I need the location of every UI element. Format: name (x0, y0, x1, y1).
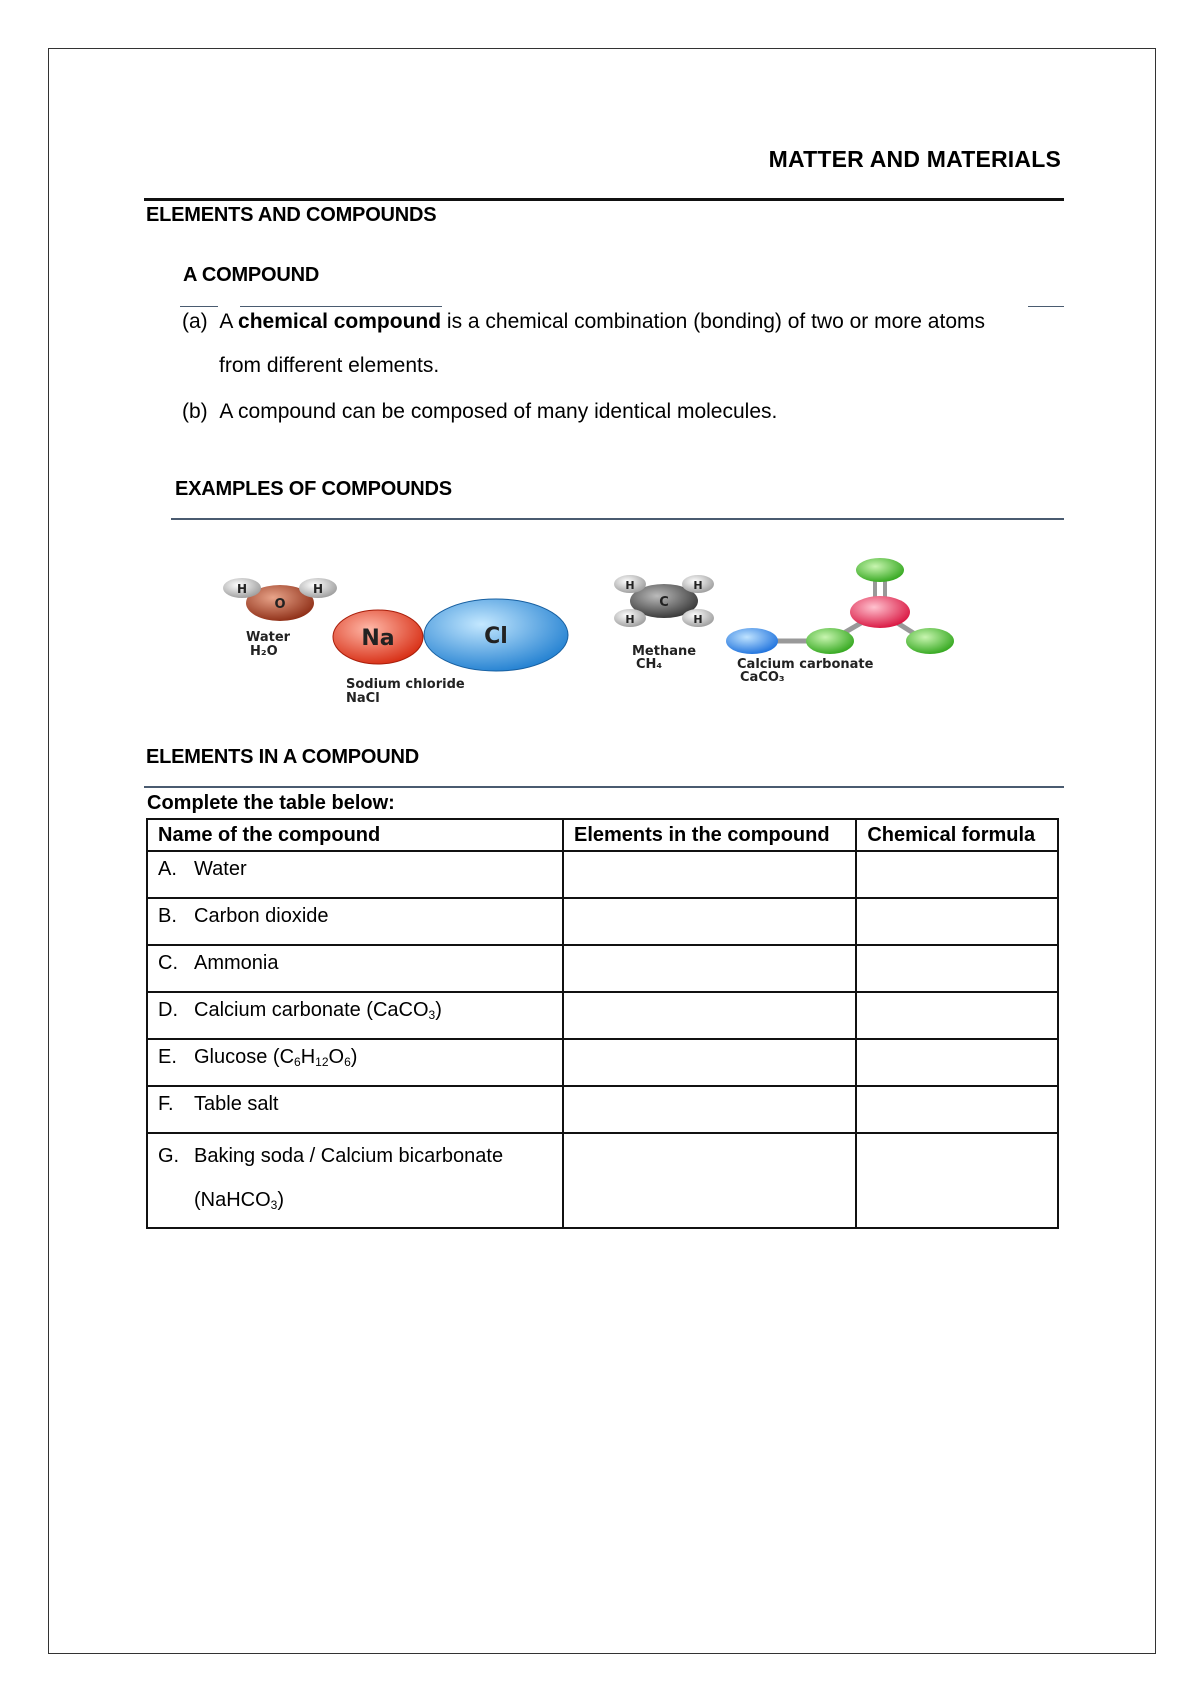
formula-answer-cell[interactable] (856, 1039, 1058, 1086)
row-label: C. (158, 952, 178, 974)
definition-term: chemical compound (238, 310, 442, 333)
definition-a-continued: from different elements. (219, 354, 440, 377)
table-row (147, 1039, 1058, 1086)
table-row (147, 898, 1058, 945)
definition-a (182, 310, 985, 334)
definition-b-text: A compound can be composed of many identical molecules. (219, 400, 778, 423)
table-row (147, 1086, 1058, 1133)
compound-name-cell (147, 898, 563, 945)
formula-element: O (328, 1046, 345, 1068)
page-header-title: MATTER AND MATERIALS (768, 146, 1061, 172)
methane-hydrogen-label: H (625, 579, 635, 592)
item-label: (b) (182, 400, 208, 423)
sodium-chloride-molecule (333, 599, 568, 706)
water-hydrogen-label: H (236, 582, 248, 596)
compound-name: Table salt (194, 1093, 279, 1115)
formula-subscript: 12 (315, 1055, 329, 1069)
column-header-name: Name of the compound (147, 819, 563, 851)
compound-name-line2-text: (NaHCO (194, 1189, 271, 1211)
methane-hydrogen-label: H (625, 613, 635, 626)
formula-subscript: 6 (294, 1055, 301, 1069)
formula-answer-cell[interactable] (856, 1133, 1058, 1228)
section-rule (144, 786, 1064, 788)
molecule-illustrations (200, 555, 980, 725)
formula-subscript: 6 (344, 1055, 351, 1069)
section-title-a-compound: A COMPOUND (183, 264, 320, 286)
chlorine-atom-label: Cl (484, 624, 508, 649)
underline-mark (240, 306, 442, 307)
methane-hydrogen-label: H (693, 613, 703, 626)
water-formula: H₂O (250, 644, 278, 659)
compound-table (146, 818, 1059, 1229)
methane-hydrogen-label: H (693, 579, 703, 592)
methane-carbon-label: C (659, 595, 669, 610)
section-title-elements-in-compound: ELEMENTS IN A COMPOUND (146, 746, 420, 768)
section-title-examples: EXAMPLES OF COMPOUNDS (175, 478, 452, 500)
sodium-chloride-name: Sodium chloride (346, 677, 465, 692)
water-hydrogen-label: H (312, 582, 324, 596)
methane-name: Methane (632, 644, 697, 659)
water-name: Water (246, 630, 291, 645)
formula-element: H (300, 1046, 316, 1068)
calcium-carbonate-name: Calcium carbonate (737, 657, 874, 672)
compound-name-line2 (158, 1178, 284, 1227)
sodium-chloride-formula: NaCl (346, 691, 380, 706)
elements-answer-cell[interactable] (563, 851, 856, 898)
row-label: D. (158, 999, 178, 1021)
formula-answer-cell[interactable] (856, 945, 1058, 992)
compound-name: Carbon dioxide (194, 905, 329, 927)
definition-post: is a chemical combination (bonding) of two or more atoms (441, 310, 985, 333)
calcium-carbonate-formula: CaCO₃ (740, 670, 785, 685)
underline-mark (180, 306, 218, 307)
elements-answer-cell[interactable] (563, 1039, 856, 1086)
compound-name-cell (147, 1133, 563, 1228)
section-title-elements-and-compounds: ELEMENTS AND COMPOUNDS (146, 204, 437, 226)
methane-molecule (614, 575, 714, 672)
calcium-carbonate-molecule (726, 558, 954, 685)
compound-name-cell (147, 851, 563, 898)
row-label: G. (158, 1145, 180, 1167)
compound-name-cell (147, 1086, 563, 1133)
table-row (147, 945, 1058, 992)
compound-name-cell (147, 1039, 563, 1086)
elements-answer-cell[interactable] (563, 992, 856, 1039)
table-instruction: Complete the table below: (147, 792, 395, 814)
compound-name-tail: ) (435, 999, 442, 1021)
definition-pre: A (219, 310, 239, 333)
formula-subscript: 3 (270, 1198, 278, 1212)
compound-name-cell (147, 992, 563, 1039)
elements-answer-cell[interactable] (563, 898, 856, 945)
compound-name: Baking soda / Calcium bicarbonate (194, 1145, 504, 1167)
formula-answer-cell[interactable] (856, 898, 1058, 945)
table-row (147, 992, 1058, 1039)
sodium-atom-label: Na (361, 626, 395, 651)
item-label: (a) (182, 310, 208, 333)
column-header-formula: Chemical formula (856, 819, 1058, 851)
definition-b (182, 400, 777, 424)
table-row (147, 1133, 1058, 1228)
methane-formula: CH₄ (636, 657, 663, 672)
header-rule (144, 198, 1064, 201)
water-oxygen-label: O (274, 597, 286, 612)
compound-name: Glucose (C (194, 1046, 295, 1068)
water-molecule (223, 578, 337, 659)
elements-answer-cell[interactable] (563, 945, 856, 992)
row-label: B. (158, 905, 177, 927)
column-header-elements: Elements in the compound (563, 819, 856, 851)
elements-answer-cell[interactable] (563, 1086, 856, 1133)
section-rule (171, 518, 1064, 520)
formula-answer-cell[interactable] (856, 851, 1058, 898)
row-label: E. (158, 1046, 177, 1068)
compound-name: Water (194, 858, 247, 880)
elements-answer-cell[interactable] (563, 1133, 856, 1228)
compound-name-cell (147, 945, 563, 992)
formula-answer-cell[interactable] (856, 992, 1058, 1039)
formula-answer-cell[interactable] (856, 1086, 1058, 1133)
compound-name-tail: ) (350, 1046, 358, 1068)
table-row (147, 851, 1058, 898)
underline-mark (1028, 306, 1064, 307)
formula-subscript: 3 (428, 1008, 436, 1022)
table-header-row (147, 819, 1058, 851)
compound-name: Calcium carbonate (CaCO (194, 999, 429, 1021)
row-label: A. (158, 858, 177, 880)
row-label: F. (158, 1093, 174, 1115)
compound-name-tail: ) (277, 1189, 285, 1211)
compound-name: Ammonia (194, 952, 279, 974)
